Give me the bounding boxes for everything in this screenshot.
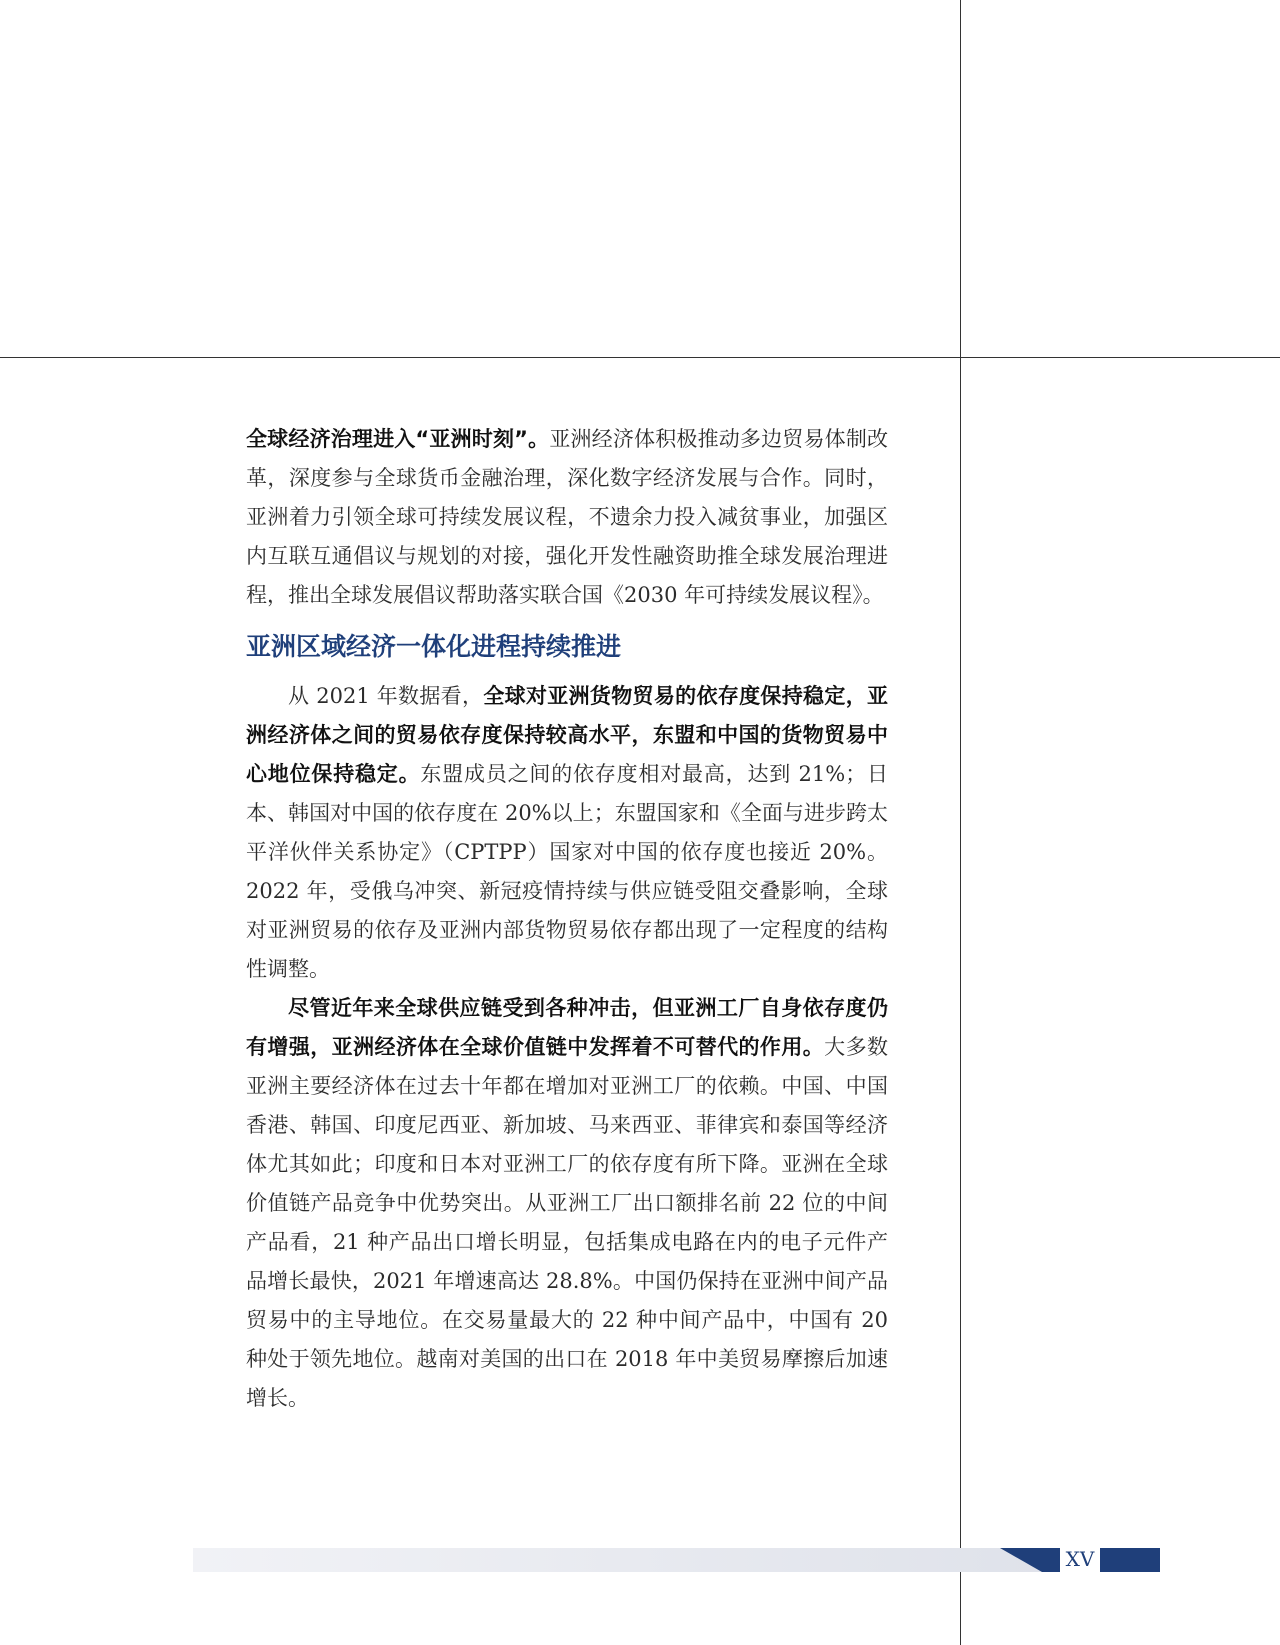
paragraph-1	[246, 420, 888, 615]
footer-bar	[193, 1548, 1055, 1572]
paragraph-2	[246, 677, 888, 989]
page-number: XV	[1065, 1547, 1095, 1571]
page-content	[246, 420, 888, 1418]
paragraph-3-text: 大多数亚洲主要经济体在过去十年都在增加对亚洲工厂的依赖。中国、中国香港、韩国、印度尼西亚、新加坡、马来西亚、菲律宾和泰国等经济体尤其如此；印度和日本对亚洲工厂的依存度有所下降。亚洲在全球价值链产品竞争中优势突出。从亚洲工厂出口额排名前 22 位的中间产品看，21 种产品出口增长明显，包括集成电路在内的电子元件产品增长最快，2021 年增速高达 28.8%。中国仍保持在亚洲中间产品贸易中的主导地位。在交易量最大的 22 种中间产品中，中国有 20 种处于领先地位。越南对美国的出口在 2018 年中美贸易摩擦后加速增长。	[246, 1035, 888, 1410]
paragraph-1-text: 亚洲经济体积极推动多边贸易体制改革，深度参与全球货币金融治理，深化数字经济发展与合作。同时，亚洲着力引领全球可持续发展议程，不遗余力投入减贫事业，加强区内互联互通倡议与规划的对接，强化开发性融资助推全球发展治理进程，推出全球发展倡议帮助落实联合国《2030 年可持续发展议程》。	[246, 427, 889, 607]
paragraph-2-bold: 全球对亚洲货物贸易的依存度保持稳定，亚洲经济体之间的贸易依存度保持较高水平，东盟和中国的货物贸易中心地位保持稳定。	[246, 684, 889, 786]
section-heading: 亚洲区域经济一体化进程持续推进	[246, 632, 622, 661]
paragraph-1-bold: 全球经济治理进入“亚洲时刻”。	[246, 427, 550, 451]
paragraph-2-lead: 从 2021 年数据看，	[288, 684, 484, 708]
paragraph-3-bold: 尽管近年来全球供应链受到各种冲击，但亚洲工厂自身依存度仍有增强，亚洲经济体在全球价值链中发挥着不可替代的作用。	[246, 996, 888, 1059]
vertical-rule	[960, 0, 961, 1645]
paragraph-3	[246, 989, 888, 1418]
horizontal-rule	[0, 357, 1280, 358]
paragraph-2-text: 东盟成员之间的依存度相对最高，达到 21%；日本、韩国对中国的依存度在 20%以上；东盟国家和《全面与进步跨太平洋伙伴关系协定》（CPTPP）国家对中国的依存度也接近 20%。2022 年，受俄乌冲突、新冠疫情持续与供应链受阻交叠影响，全球对亚洲贸易的依存及亚洲内部货物贸易依存都出现了一定程度的结构性调整。	[246, 762, 888, 981]
footer-block	[1100, 1548, 1160, 1572]
